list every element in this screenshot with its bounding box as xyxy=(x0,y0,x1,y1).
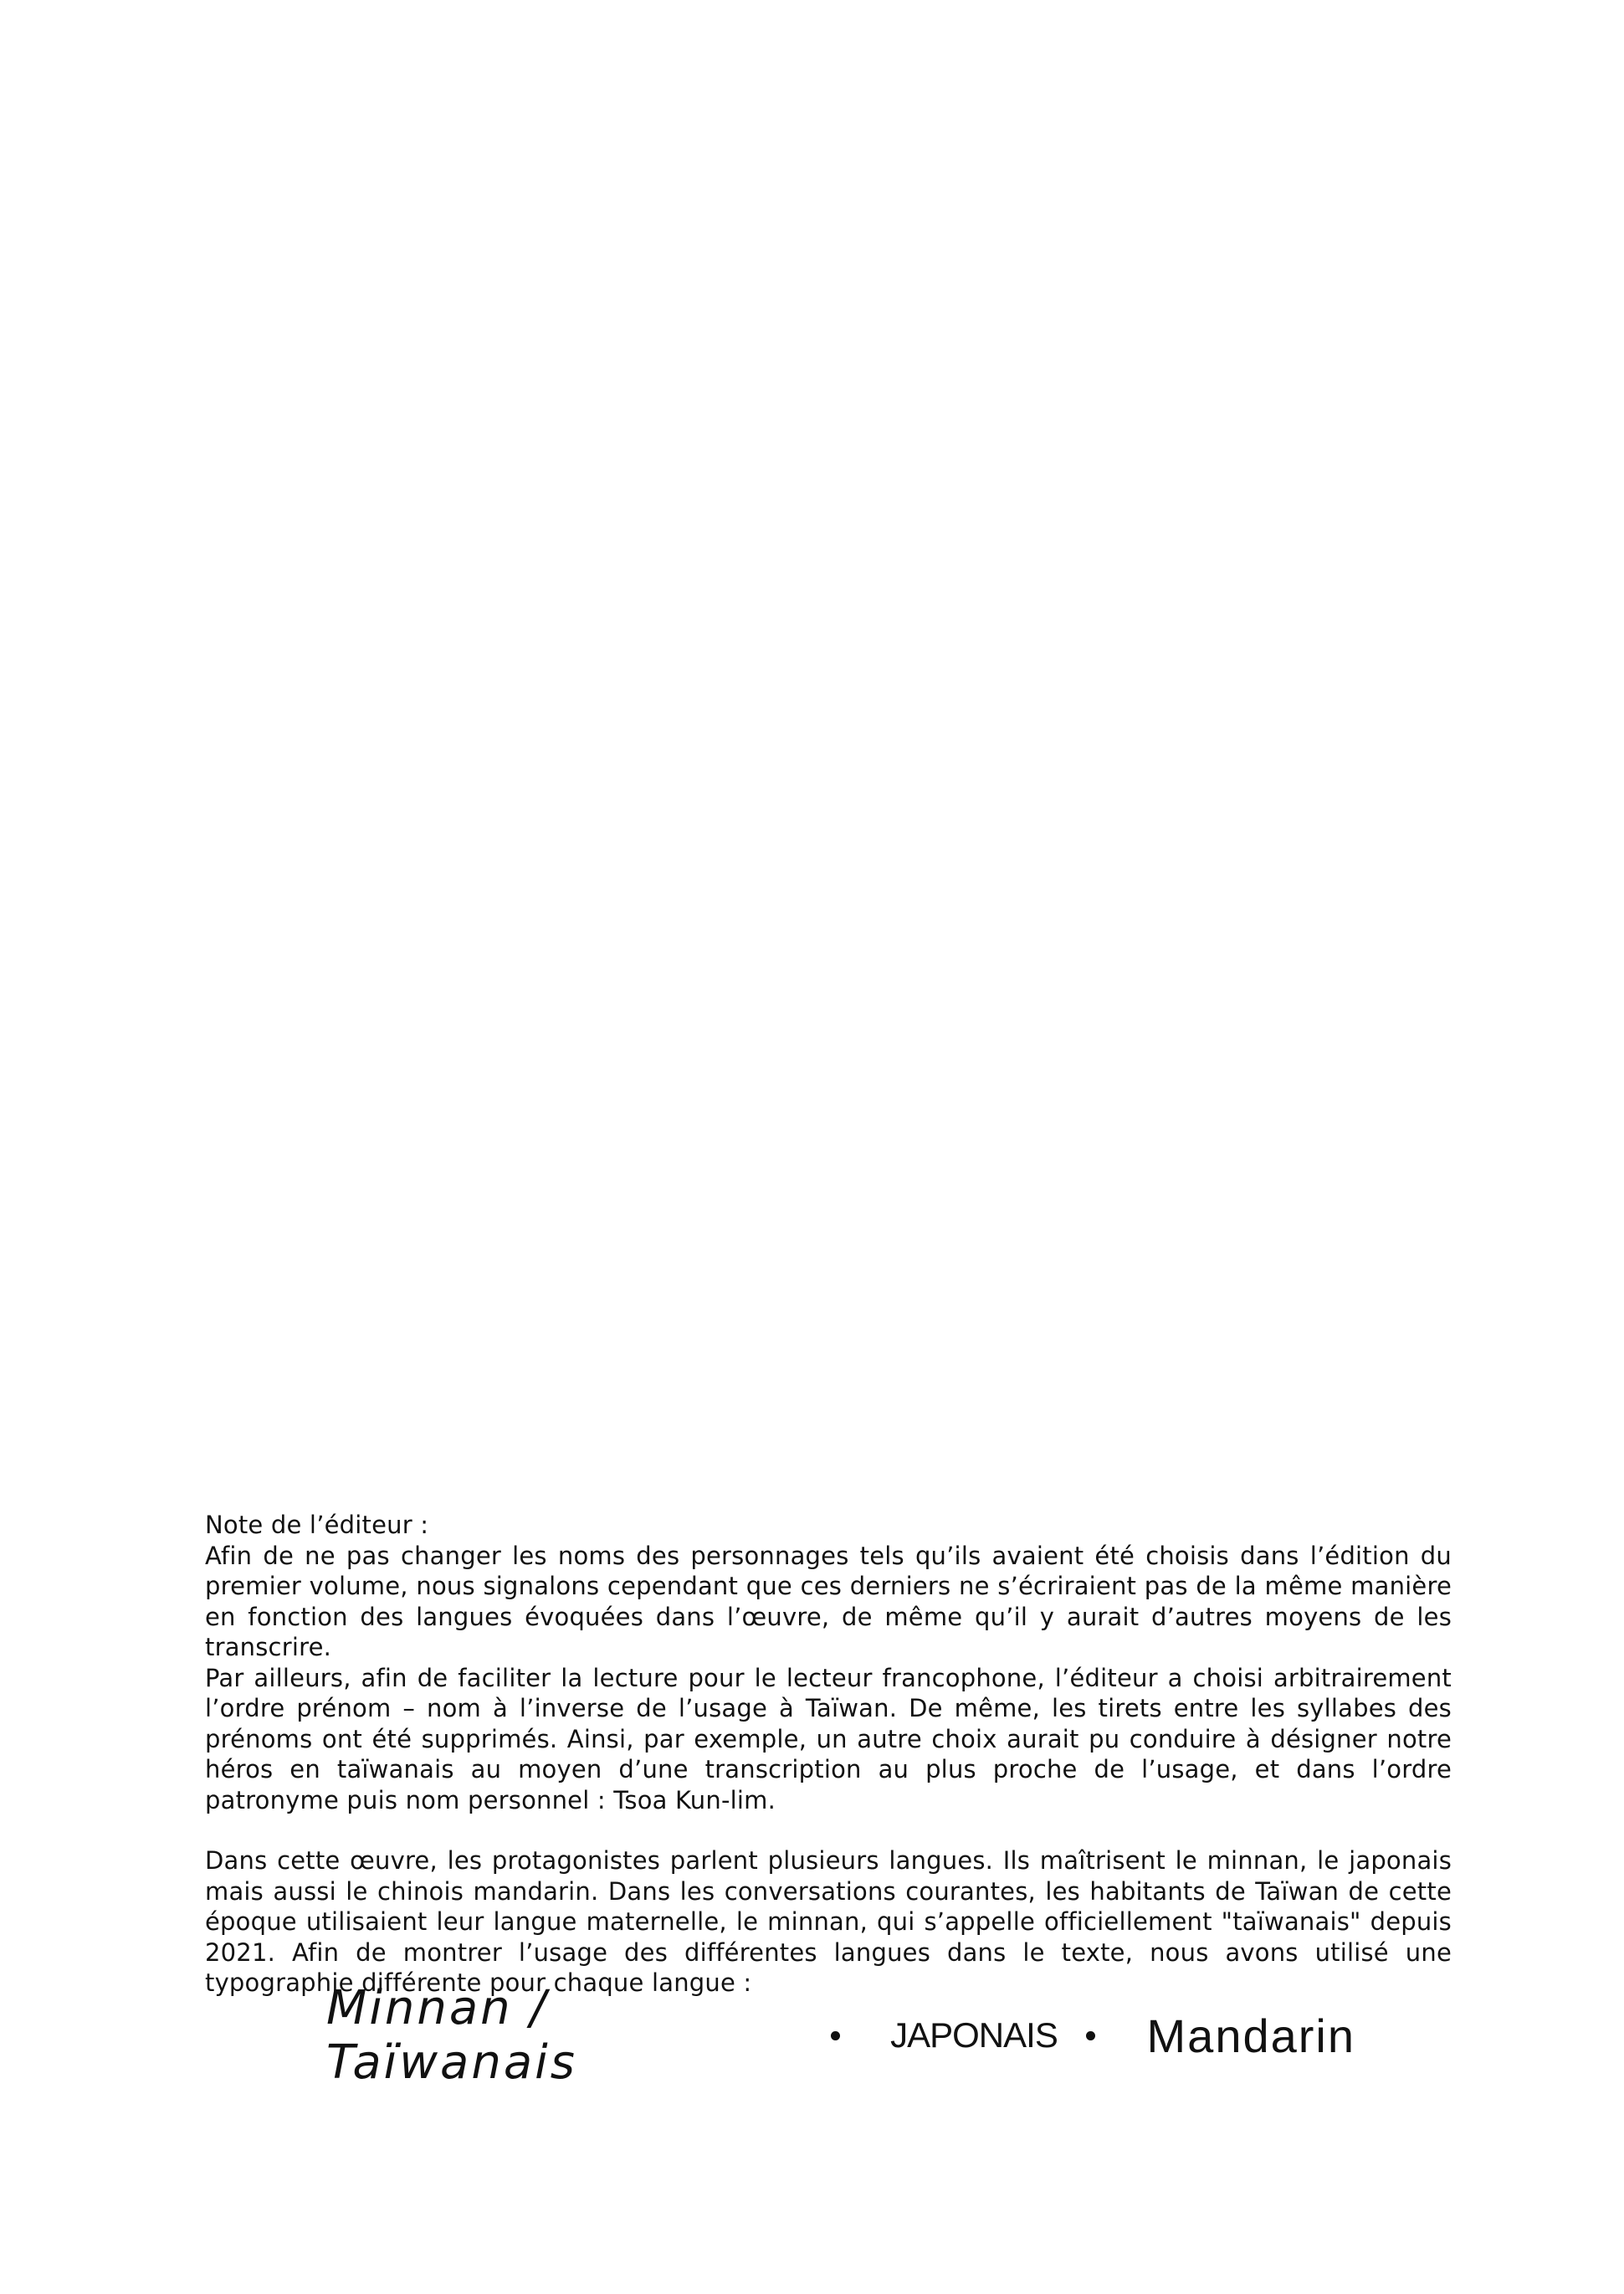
legend-minnan: Minnan / Taïwanais xyxy=(326,1981,577,2090)
note-paragraph-languages: Dans cette œuvre, les protagonistes parlent plusieurs langues. Ils maîtrisent le minnan, le japonais mais aussi le chinois mandarin. Dans les conversations courantes, les habitants de Taïwan de cette époque utilisaient leur langue maternelle, le minnan, qui s’appelle officiellement "taïwanais" depuis 2021. Afin de montrer l’usage des différentes langues dans le texte, nous avons utilisé une typographie différente pour chaque langue : xyxy=(205,1846,1452,1997)
bullet-separator xyxy=(831,2031,840,2040)
note-paragraph-names: Afin de ne pas changer les noms des personnages tels qu’ils avaient été choisis dans l’édition du premier volume, nous signalons cependant que ces derniers ne s’écriraient pas de la même manière en fonction des langues évoquées dans l’œuvre, de même qu’il y aurait d’autres moyens de les transcrire. xyxy=(205,1541,1452,1661)
bullet-separator xyxy=(1086,2031,1095,2040)
note-paragraph-order: Par ailleurs, afin de faciliter la lecture pour le lecteur francophone, l’éditeur a choisi arbitrairement l’ordre prénom – nom à l’inverse de l’usage à Taïwan. De même, les tirets entre les syllabes des prénoms ont été supprimés. Ainsi, par exemple, un autre choix aurait pu conduire à désigner notre héros en taïwanais au moyen d’une transcription au plus proche de l’usage, et dans l’ordre patronyme puis nom personnel : Tsoa Kun-lim. xyxy=(205,1663,1452,1814)
editor-note xyxy=(205,1510,1452,1999)
language-typography-legend xyxy=(326,1981,1355,2090)
legend-mandarin: Mandarin xyxy=(1146,2009,1355,2062)
note-heading: Note de l’éditeur : xyxy=(205,1511,429,1539)
legend-japonais: JAPONAIS xyxy=(890,2015,1058,2055)
